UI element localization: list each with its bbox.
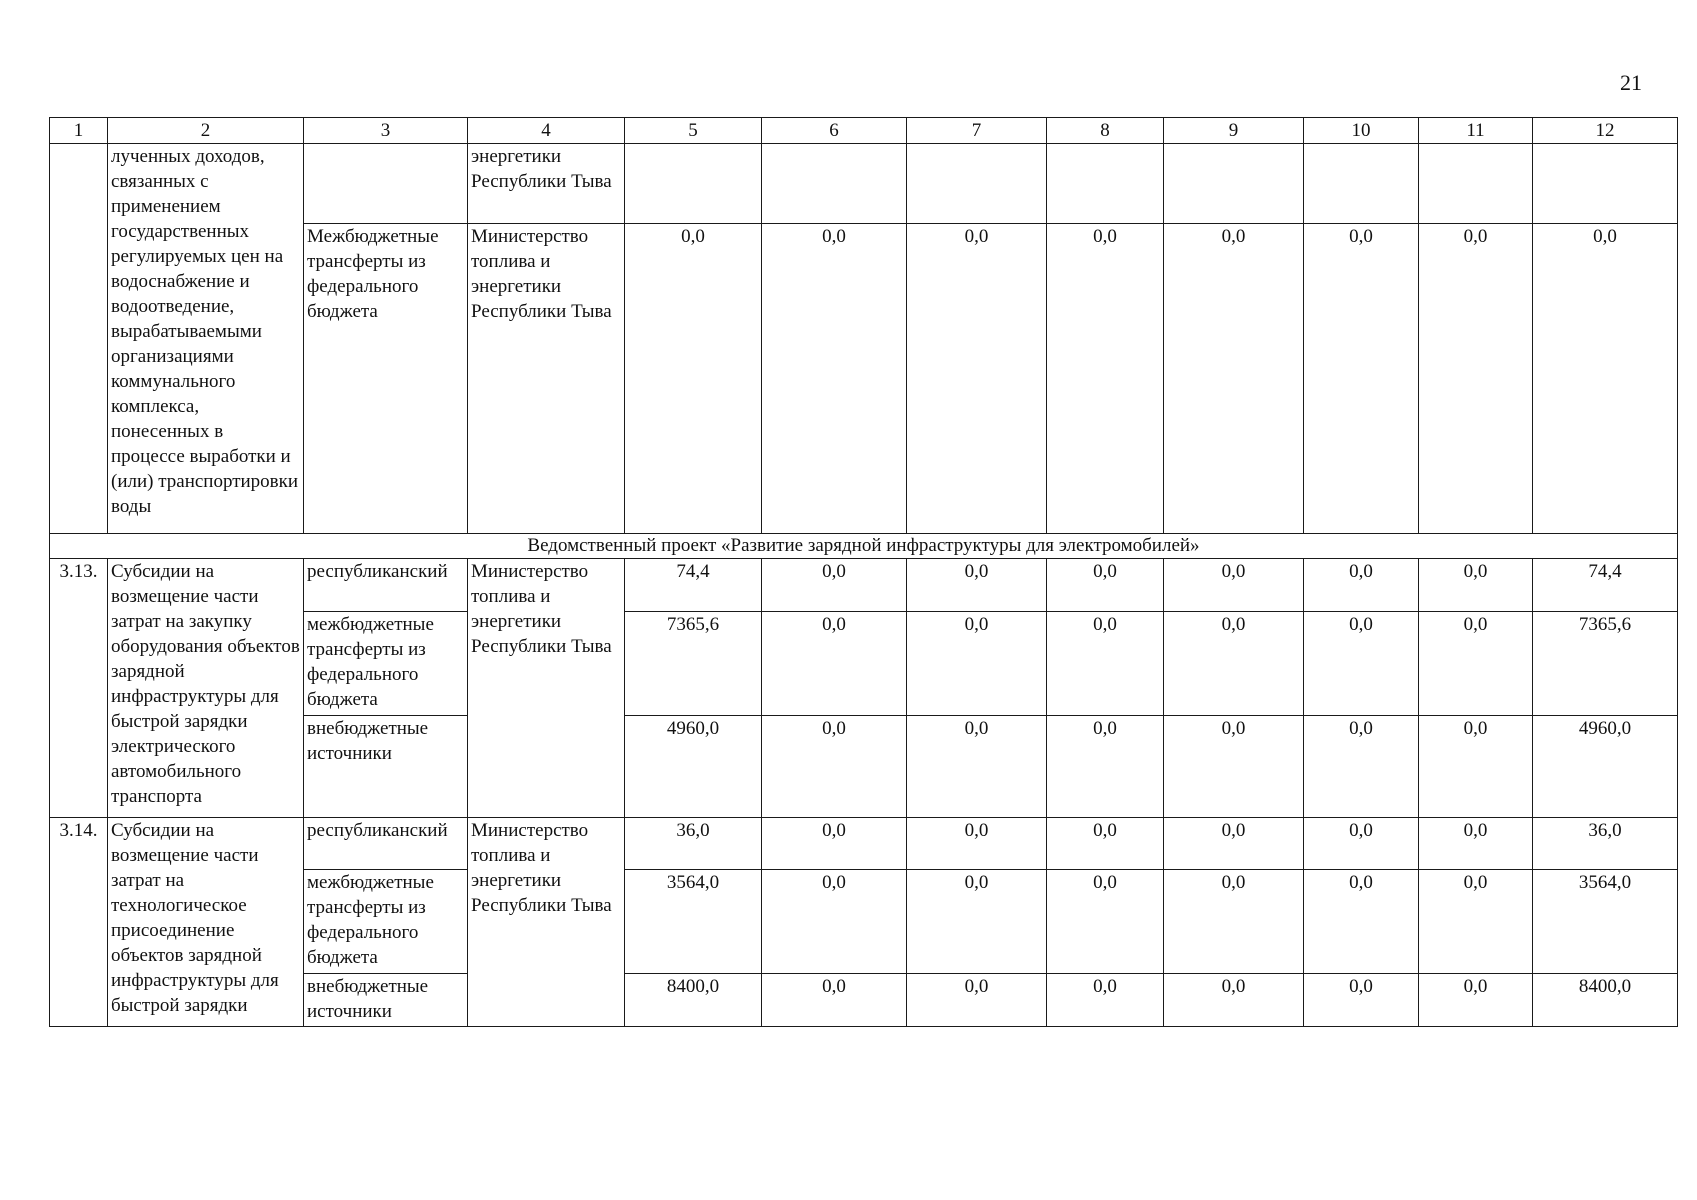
- value-cell: 3564,0: [625, 870, 762, 974]
- value-cell: 36,0: [625, 818, 762, 870]
- value-cell: 0,0: [625, 224, 762, 534]
- value-cell: 0,0: [1419, 224, 1533, 534]
- source-cell: республиканский: [304, 559, 468, 612]
- value-cell: [1533, 144, 1678, 224]
- value-cell: 4960,0: [1533, 716, 1678, 818]
- page-number: 21: [1620, 70, 1642, 95]
- value-cell: 0,0: [762, 716, 907, 818]
- value-cell: [1164, 144, 1304, 224]
- column-header: 3: [304, 118, 468, 144]
- value-cell: 0,0: [1419, 974, 1533, 1027]
- value-cell: 0,0: [1047, 224, 1164, 534]
- section-title: Ведомственный проект «Развитие зарядной инфраструктуры для электромобилей»: [50, 534, 1678, 559]
- value-cell: 7365,6: [625, 612, 762, 716]
- source-cell: республиканский: [304, 818, 468, 870]
- executor-cell: Министерство топлива и энергетики Республики Тыва: [468, 818, 625, 1027]
- header-row: [50, 118, 1678, 144]
- executor-cell: Министерство топлива и энергетики Республики Тыва: [468, 224, 625, 534]
- value-cell: 0,0: [1164, 716, 1304, 818]
- value-cell: 8400,0: [625, 974, 762, 1027]
- value-cell: 0,0: [907, 818, 1047, 870]
- value-cell: 0,0: [907, 559, 1047, 612]
- row-number-cell: [50, 144, 108, 534]
- value-cell: 0,0: [1419, 559, 1533, 612]
- column-header: 4: [468, 118, 625, 144]
- value-cell: 0,0: [1419, 870, 1533, 974]
- budget-table: [49, 117, 1678, 1027]
- value-cell: 36,0: [1533, 818, 1678, 870]
- value-cell: 0,0: [907, 224, 1047, 534]
- value-cell: 3564,0: [1533, 870, 1678, 974]
- value-cell: 0,0: [1047, 612, 1164, 716]
- value-cell: 0,0: [1047, 559, 1164, 612]
- value-cell: 74,4: [625, 559, 762, 612]
- value-cell: 0,0: [1047, 870, 1164, 974]
- section-row: [50, 534, 1678, 559]
- column-header: 2: [108, 118, 304, 144]
- value-cell: 0,0: [762, 974, 907, 1027]
- value-cell: [762, 144, 907, 224]
- value-cell: 0,0: [1164, 870, 1304, 974]
- executor-cell: энергетики Республики Тыва: [468, 144, 625, 224]
- item-number: 3.14.: [50, 818, 108, 1027]
- column-header: 8: [1047, 118, 1164, 144]
- value-cell: 0,0: [907, 716, 1047, 818]
- value-cell: 0,0: [1304, 818, 1419, 870]
- value-cell: 0,0: [1047, 974, 1164, 1027]
- value-cell: 0,0: [762, 224, 907, 534]
- value-cell: 0,0: [1304, 612, 1419, 716]
- value-cell: [1419, 144, 1533, 224]
- value-cell: 0,0: [1164, 224, 1304, 534]
- value-cell: 0,0: [1304, 974, 1419, 1027]
- value-cell: 0,0: [907, 612, 1047, 716]
- source-cell: [304, 144, 468, 224]
- value-cell: 74,4: [1533, 559, 1678, 612]
- value-cell: 4960,0: [625, 716, 762, 818]
- value-cell: 0,0: [1304, 559, 1419, 612]
- description-cell: лученных доходов, связанных с применением государственных регулируемых цен на водоснабжение и водоотведение, вырабатываемыми организациями коммунального комплекса, понесенных в процессе выработки и (или) транспортировки воды: [108, 144, 304, 534]
- value-cell: 0,0: [762, 818, 907, 870]
- column-header: 5: [625, 118, 762, 144]
- column-header: 6: [762, 118, 907, 144]
- value-cell: 0,0: [762, 612, 907, 716]
- value-cell: 0,0: [1533, 224, 1678, 534]
- value-cell: 0,0: [1047, 818, 1164, 870]
- source-cell: Межбюджетные трансферты из федерального бюджета: [304, 224, 468, 534]
- value-cell: 0,0: [1419, 716, 1533, 818]
- source-cell: внебюджетные источники: [304, 974, 468, 1027]
- value-cell: [1304, 144, 1419, 224]
- value-cell: 0,0: [907, 870, 1047, 974]
- value-cell: 0,0: [1164, 974, 1304, 1027]
- value-cell: [907, 144, 1047, 224]
- description-cell: Субсидии на возмещение части затрат на технологическое присоединение объектов зарядной инфраструктуры для быстрой зарядки: [108, 818, 304, 1027]
- description-cell: Субсидии на возмещение части затрат на закупку оборудования объектов зарядной инфраструктуры для быстрой зарядки электрического автомобильного транспорта: [108, 559, 304, 818]
- value-cell: 0,0: [1304, 224, 1419, 534]
- value-cell: 0,0: [1164, 818, 1304, 870]
- value-cell: 0,0: [1304, 870, 1419, 974]
- column-header: 11: [1419, 118, 1533, 144]
- value-cell: 0,0: [1047, 716, 1164, 818]
- executor-cell: Министерство топлива и энергетики Республики Тыва: [468, 559, 625, 818]
- column-header: 1: [50, 118, 108, 144]
- value-cell: [625, 144, 762, 224]
- item-number: 3.13.: [50, 559, 108, 818]
- value-cell: 0,0: [1164, 612, 1304, 716]
- source-cell: межбюджетные трансферты из федерального бюджета: [304, 870, 468, 974]
- column-header: 12: [1533, 118, 1678, 144]
- value-cell: [1047, 144, 1164, 224]
- value-cell: 8400,0: [1533, 974, 1678, 1027]
- table-row: [50, 144, 1678, 224]
- source-cell: межбюджетные трансферты из федерального бюджета: [304, 612, 468, 716]
- table-row: [50, 559, 1678, 612]
- value-cell: 0,0: [762, 870, 907, 974]
- value-cell: 7365,6: [1533, 612, 1678, 716]
- column-header: 9: [1164, 118, 1304, 144]
- value-cell: 0,0: [1419, 612, 1533, 716]
- value-cell: 0,0: [762, 559, 907, 612]
- column-header: 7: [907, 118, 1047, 144]
- table-row: [50, 818, 1678, 870]
- value-cell: 0,0: [1304, 716, 1419, 818]
- value-cell: 0,0: [907, 974, 1047, 1027]
- source-cell: внебюджетные источники: [304, 716, 468, 818]
- column-header: 10: [1304, 118, 1419, 144]
- value-cell: 0,0: [1419, 818, 1533, 870]
- value-cell: 0,0: [1164, 559, 1304, 612]
